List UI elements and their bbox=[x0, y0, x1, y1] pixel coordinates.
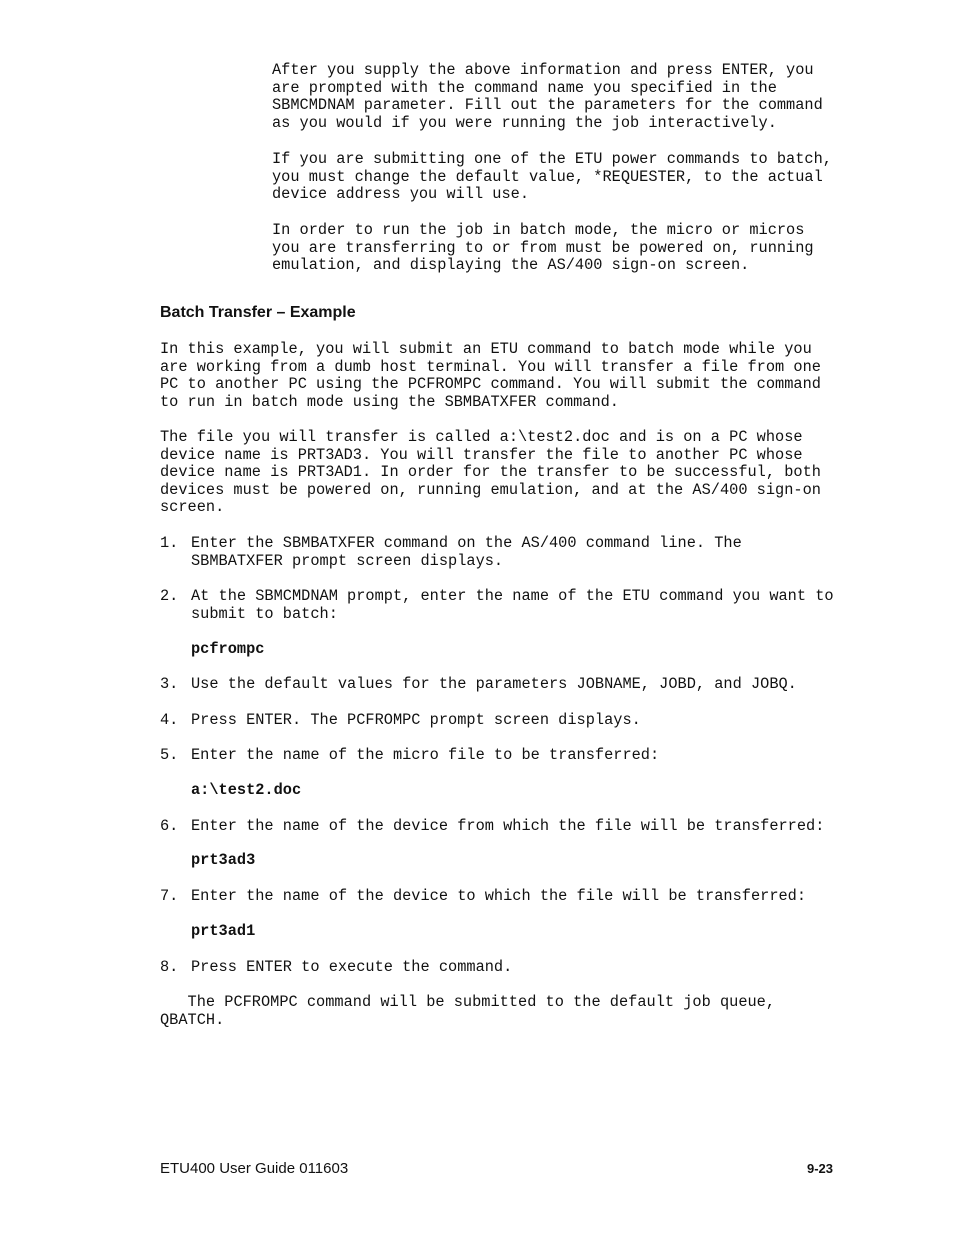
intro-paragraph-3: In order to run the job in batch mode, the micro or micros you are transferring to or from must be powered on, running emulation, and displaying the AS/400 sign-on screen. bbox=[272, 221, 814, 275]
section-heading: Batch Transfer – Example bbox=[160, 304, 356, 321]
step-number: 1. bbox=[160, 534, 179, 552]
step-text: Enter the name of the micro file to be transferred: bbox=[191, 746, 660, 764]
step-number: 7. bbox=[160, 887, 179, 905]
step-text: Enter the name of the device to which the file will be transferred: bbox=[191, 887, 807, 905]
command-example: pcfrompc bbox=[191, 640, 265, 658]
step-number: 4. bbox=[160, 711, 179, 729]
footer-guide-title: ETU400 User Guide 011603 bbox=[160, 1160, 349, 1177]
target-device-example: prt3ad1 bbox=[191, 922, 256, 940]
step-number: 5. bbox=[160, 746, 179, 764]
footer-page-number: 9-23 bbox=[806, 1161, 833, 1176]
step-number: 8. bbox=[160, 958, 179, 976]
body-paragraph-1: In this example, you will submit an ETU command to batch mode while you are working from a dumb host terminal. You will transfer a file from one PC to another PC using the PCFROMPC command. You will submit the command to run in batch mode using the SBMBATXFER command. bbox=[160, 340, 821, 411]
intro-paragraph-1: After you supply the above information and press ENTER, you are prompted with the command name you specified in the SBMCMDNAM parameter. Fill out the parameters for the command as you would if you were running the job interactively. bbox=[272, 61, 823, 132]
body-paragraph-2: The file you will transfer is called a:\test2.doc and is on a PC whose device name is PRT3AD3. You will transfer the file to another PC whose device name is PRT3AD1. In order for the transfer to be successful, both devices must be powered on, running emulation, and at the AS/400 sign-on screen. bbox=[160, 428, 821, 517]
closing-paragraph: The PCFROMPC command will be submitted to the default job queue, QBATCH. bbox=[160, 993, 776, 1029]
step-number: 6. bbox=[160, 817, 179, 835]
step-number: 3. bbox=[160, 675, 179, 693]
step-text: At the SBMCMDNAM prompt, enter the name of the ETU command you want to submit to batch: bbox=[191, 587, 834, 623]
intro-paragraph-2: If you are submitting one of the ETU power commands to batch, you must change the default value, *REQUESTER, to the actual device address you will use. bbox=[272, 150, 832, 204]
step-text: Enter the SBMBATXFER command on the AS/400 command line. The SBMBATXFER prompt screen displays. bbox=[191, 534, 742, 570]
file-path-example: a:\test2.doc bbox=[191, 781, 302, 799]
step-number: 2. bbox=[160, 587, 179, 605]
step-text: Press ENTER. The PCFROMPC prompt screen displays. bbox=[191, 711, 641, 729]
step-text: Enter the name of the device from which the file will be transferred: bbox=[191, 817, 825, 835]
source-device-example: prt3ad3 bbox=[191, 851, 256, 869]
step-text: Use the default values for the parameters JOBNAME, JOBD, and JOBQ. bbox=[191, 675, 797, 693]
step-text: Press ENTER to execute the command. bbox=[191, 958, 513, 976]
